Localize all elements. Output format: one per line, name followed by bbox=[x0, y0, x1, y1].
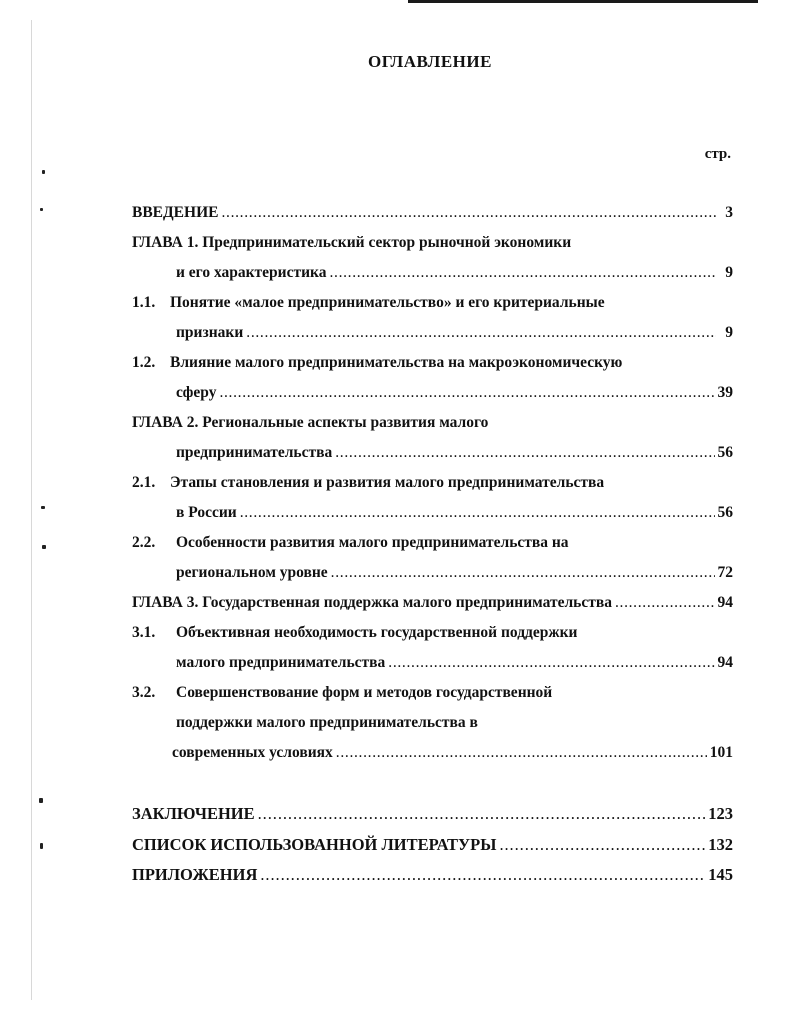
toc-entry-label: предпринимательства bbox=[176, 444, 333, 461]
leader-dots bbox=[331, 562, 715, 584]
toc-page-number: 145 bbox=[708, 865, 733, 884]
toc-entry-section-1-1[interactable] bbox=[0, 322, 733, 344]
toc-section-3-2-title: 3.2. Совершенствование форм и методов государственной bbox=[0, 682, 791, 704]
leader-dots bbox=[336, 742, 707, 764]
leader-dots bbox=[499, 834, 705, 856]
toc-section-2-2-title: 2.2. Особенности развития малого предпринимательства на bbox=[0, 532, 791, 554]
toc-page-number: 132 bbox=[708, 835, 733, 854]
toc-page-number: 101 bbox=[709, 744, 733, 761]
section-number: 3.1. bbox=[132, 624, 156, 641]
leader-dots bbox=[260, 864, 705, 886]
toc-page-number: 56 bbox=[717, 504, 733, 521]
leader-dots bbox=[219, 382, 714, 404]
toc-page-number: 123 bbox=[708, 804, 733, 823]
toc-entry-section-1-2[interactable] bbox=[0, 382, 733, 404]
section-number: 3.2. bbox=[132, 684, 156, 701]
leader-dots bbox=[258, 803, 706, 825]
toc-entry-chapter-2[interactable] bbox=[0, 442, 733, 464]
toc-page-number: 94 bbox=[717, 594, 733, 611]
toc-entry-label: сферу bbox=[176, 384, 217, 401]
toc-page-number: 56 bbox=[717, 444, 733, 461]
toc-section-3-2-title-cont: поддержки малого предпринимательства в bbox=[176, 714, 478, 731]
section-number: 1.2. bbox=[132, 354, 156, 371]
toc-entry-section-2-1[interactable] bbox=[0, 502, 733, 524]
leader-dots bbox=[335, 442, 714, 464]
leader-dots bbox=[615, 592, 715, 614]
toc-section-1-1-title: 1.1. Понятие «малое предпринимательство» и его критериальные bbox=[0, 292, 791, 314]
section-number: 2.2. bbox=[132, 534, 156, 551]
toc-entry-label: СПИСОК ИСПОЛЬЗОВАННОЙ ЛИТЕРАТУРЫ bbox=[132, 835, 497, 854]
section-number: 2.1. bbox=[132, 474, 156, 491]
section-number: 1.1. bbox=[132, 294, 156, 311]
toc-entry-label: признаки bbox=[176, 324, 244, 341]
toc-entry-label: ГЛАВА 3. Государственная поддержка малого предпринимательства bbox=[132, 594, 612, 611]
toc-entry-label: современных условиях bbox=[172, 744, 333, 761]
toc-entry-label: ВВЕДЕНИЕ bbox=[132, 204, 219, 221]
toc-entry-appendices[interactable] bbox=[0, 864, 733, 886]
leader-dots bbox=[221, 202, 716, 224]
toc-entry-label: региональном уровне bbox=[176, 564, 328, 581]
toc-section-2-1-title: 2.1. Этапы становления и развития малого предпринимательства bbox=[0, 472, 791, 494]
page-title: ОГЛАВЛЕНИЕ bbox=[368, 52, 492, 71]
scan-speck bbox=[42, 170, 45, 174]
toc-entry-chapter-1[interactable] bbox=[0, 262, 733, 284]
toc-page-number: 3 bbox=[725, 204, 733, 221]
toc-entry-section-3-2[interactable] bbox=[0, 742, 733, 764]
leader-dots bbox=[388, 652, 714, 674]
toc-entry-conclusion[interactable] bbox=[0, 803, 733, 825]
toc-section-1-2-title: 1.2. Влияние малого предпринимательства на макроэкономическую bbox=[0, 352, 791, 374]
toc-section-3-1-title: 3.1. Объективная необходимость государственной поддержки bbox=[0, 622, 791, 644]
toc-page-number: 72 bbox=[717, 564, 733, 581]
scan-edge-bar bbox=[408, 0, 758, 3]
toc-chapter-2-title: ГЛАВА 2. Региональные аспекты развития малого bbox=[132, 414, 489, 431]
toc-page-number: 9 bbox=[725, 264, 733, 281]
leader-dots bbox=[246, 322, 716, 344]
toc-page-number: 39 bbox=[717, 384, 733, 401]
toc-chapter-1-title: ГЛАВА 1. Предпринимательский сектор рыночной экономики bbox=[132, 234, 572, 251]
toc-entry-label: малого предпринимательства bbox=[176, 654, 386, 671]
toc-entry-label: ЗАКЛЮЧЕНИЕ bbox=[132, 804, 255, 823]
toc-entry-references[interactable] bbox=[0, 834, 733, 856]
toc-entry-section-2-2[interactable] bbox=[0, 562, 733, 584]
leader-dots bbox=[240, 502, 715, 524]
toc-entry-chapter-3[interactable] bbox=[0, 592, 733, 614]
toc-entry-section-3-1[interactable] bbox=[0, 652, 733, 674]
toc-entry-introduction[interactable] bbox=[0, 202, 733, 224]
toc-page-number: 94 bbox=[717, 654, 733, 671]
toc-entry-label: ПРИЛОЖЕНИЯ bbox=[132, 865, 258, 884]
toc-entry-label: и его характеристика bbox=[176, 264, 327, 281]
toc-entry-label: в России bbox=[176, 504, 237, 521]
leader-dots bbox=[329, 262, 716, 284]
page-column-label: стр. bbox=[704, 146, 731, 162]
toc-page-number: 9 bbox=[725, 324, 733, 341]
